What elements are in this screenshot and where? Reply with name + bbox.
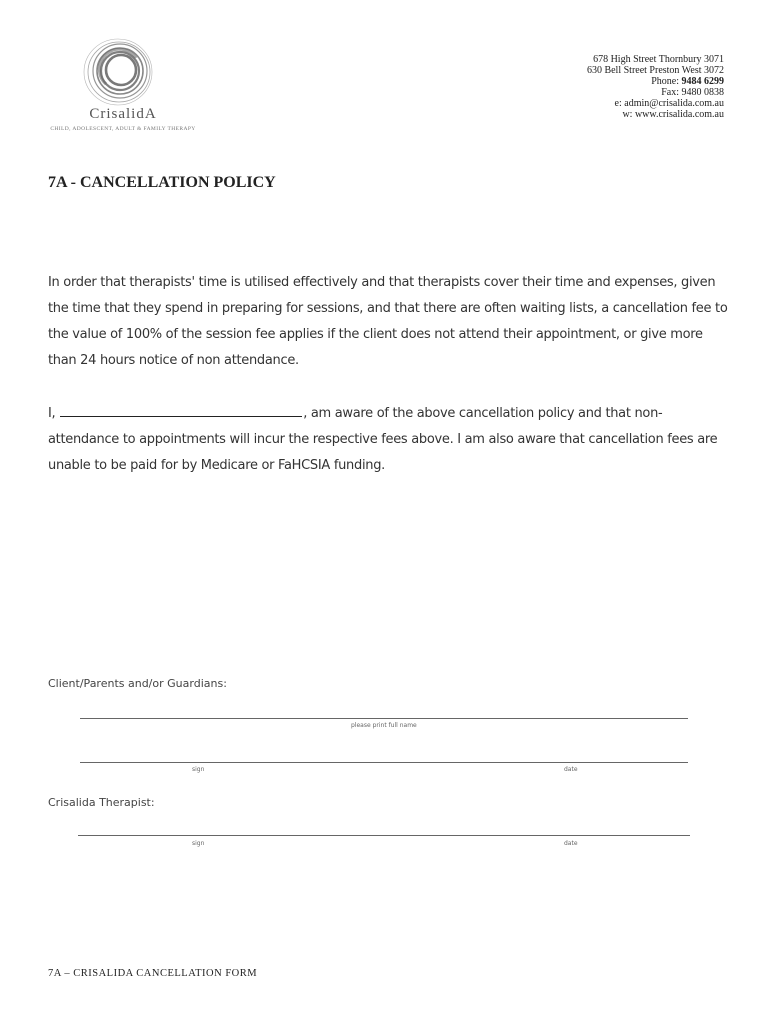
phone-label: Phone: — [651, 76, 679, 87]
crisalida-logo — [28, 36, 218, 136]
acknowledgement-paragraph — [48, 401, 728, 479]
policy-paragraph: In order that therapists' time is utilised effectively and that therapists cover their time and expenses, given the time that they spend in preparing for sessions, and that there are often waiting lists, a cancellation fee to the value of 100% of the session fee applies if the client does not attend their appointment, or give more than 24 hours notice of non attendance. — [48, 275, 728, 368]
logo-name: CrisalidA — [89, 106, 157, 122]
therapist-sign-hint: sign — [192, 840, 205, 847]
print-name-hint: please print full name — [351, 722, 417, 729]
web-line: w: www.crisalida.com.au — [622, 109, 724, 120]
therapist-sign-line[interactable] — [78, 835, 690, 836]
therapist-label: Crisalida Therapist: — [48, 796, 155, 809]
page-title: 7A - CANCELLATION POLICY — [48, 174, 276, 191]
acknowledgement-text: , am aware of the above cancellation policy and that non-attendance to appointments will incur the respective fees above. I am also aware that cancellation fees are unable to be paid for by Medicare or FaHCSIA funding. — [48, 406, 718, 473]
email-line: e: admin@crisalida.com.au — [614, 98, 724, 109]
client-sign-line[interactable] — [80, 762, 688, 763]
name-blank-field[interactable] — [60, 402, 302, 417]
acknowledgement-prefix: I, — [48, 406, 56, 421]
logo-tagline: CHILD, ADOLESCENT, ADULT & FAMILY THERAPY — [50, 126, 196, 132]
address-line-2: 630 Bell Street Preston West 3072 — [586, 65, 724, 76]
spiral-logo-icon — [78, 36, 158, 108]
client-date-hint: date — [564, 766, 578, 773]
phone-line — [484, 76, 724, 87]
address-line-1: 678 High Street Thornbury 3071 — [593, 54, 724, 65]
therapist-date-hint: date — [564, 840, 578, 847]
phone-number: 9484 6299 — [681, 76, 724, 87]
fax-line: Fax: 9480 0838 — [661, 87, 724, 98]
client-sign-hint: sign — [192, 766, 205, 773]
client-label: Client/Parents and/or Guardians: — [48, 677, 227, 690]
contact-block — [484, 54, 724, 120]
page-footer: 7A – CRISALIDA CANCELLATION FORM — [48, 968, 258, 979]
client-name-line[interactable] — [80, 718, 688, 719]
